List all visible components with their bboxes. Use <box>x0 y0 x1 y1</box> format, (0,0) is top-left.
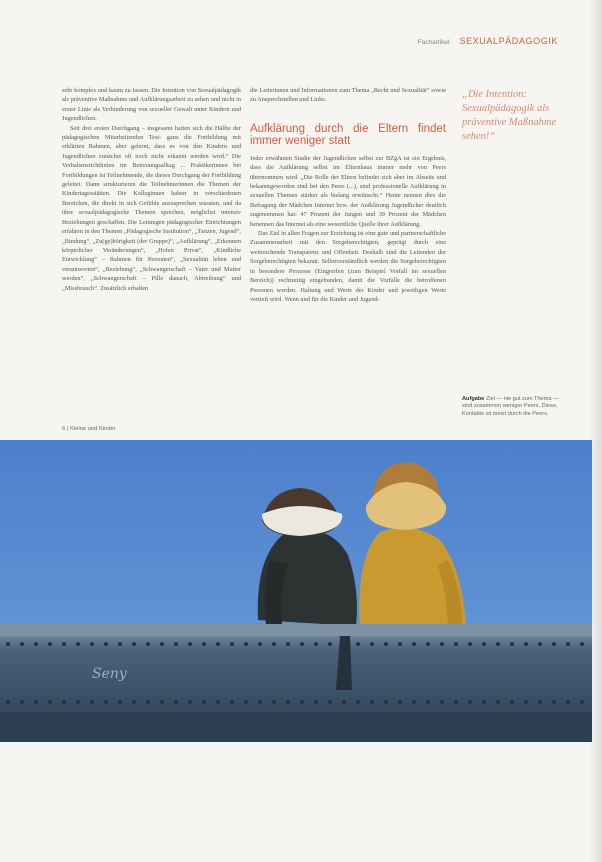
rivet <box>426 700 430 704</box>
rivet <box>454 642 458 646</box>
rivet <box>370 700 374 704</box>
rivet <box>188 700 192 704</box>
section-title: SEXUALPÄDAGOGIK <box>459 36 558 46</box>
rivet <box>20 700 24 704</box>
rivet <box>20 642 24 646</box>
steel-beam <box>0 624 592 742</box>
article-photo <box>0 440 592 742</box>
rivet <box>580 700 584 704</box>
rivet <box>356 642 360 646</box>
caption-text: Ziel — nie gut zum Thema — sind zusammen weniger Peers. Diese, Kontakte ist meist durch die Peers. <box>462 396 559 417</box>
paragraph: Seit drei ersten Durchgang – insgesamt hatten sich die Hälfte der pädagogischen Mitarbeitenden Test- ganz die Fortbildung mit erklärten Rahmen, aber gelernt, dass es von den Kindern und Jugendlichen zunächst oft noch nicht erkannt werden wird.“ Die Verhaltensrichtlinien im Betreuungsalltag ... Praktikerinnen bei Fortbildungen ist Teilnehmende, die dieses Durchgang der Fortbildung geleitet. Dann strukturieren die Teilnehmerinnen die Themen der Kindertagesstätten. Die Kolleginnen haben in verschiedenen Bereichen, die direkt in sich Gefühle anzusprechen wussten, und da über sexualpädagogische Themen sprechen, möglichst intensiv Beziehungen geschaffen. Die Leitungen pädagogischer Einrichtungen erfahren in den Themen „Pädagogische Institution“, „Tanzen, Jugend“, „Bindung“, „Zu(ge)hörigkeit (der Gruppe)“, „Aufklärung“, „Erkennen körperlicher Veränderungen“, „Hofen Privat“, „Kindliche Entwicklung“ – Rahmen für Personen“, „Sexualität leben und verantworten“, „Beziehung“, „Schwangerschaft – Vater und Mutter werden“, „Schwangerschaft – Pille danach, Abtreibung“ und „Missbrauch“. Zusätzlich erhalten <box>62 124 241 292</box>
rivet <box>104 642 108 646</box>
rivet <box>146 700 150 704</box>
rivet <box>412 642 416 646</box>
rivet <box>510 700 514 704</box>
rivet <box>538 642 542 646</box>
rubric-label: Fachartikel <box>417 39 450 46</box>
text-column-1 <box>62 86 241 418</box>
rivet <box>300 642 304 646</box>
rivet <box>62 642 66 646</box>
rivet <box>104 700 108 704</box>
rivet <box>398 642 402 646</box>
rivet <box>6 642 10 646</box>
rivet <box>440 642 444 646</box>
rivet <box>552 700 556 704</box>
rivet <box>524 700 528 704</box>
rivet <box>580 642 584 646</box>
rivet <box>482 642 486 646</box>
rivet <box>90 642 94 646</box>
rivet <box>76 642 80 646</box>
rivet <box>286 700 290 704</box>
rivet <box>510 642 514 646</box>
rivet <box>370 642 374 646</box>
rivet <box>552 642 556 646</box>
rivet <box>468 700 472 704</box>
rivet <box>440 700 444 704</box>
rivet <box>188 642 192 646</box>
paragraph: Das Ziel in allen Fragen zur Erziehung ist eine gute und partnerschaftliche Zusammenarbeit mit den Sorgeberechtigten, geprägt durch eine weitreichende Transparenz und Offenheit. Deshalb sind die Leitenden der Sorgeberechtigten bekannt. Selbstverständlich werden die Sorgeberechtigten in besondere Prozesse (Eingreifen (zum Beispiel Vorfall im sexuellen Bereich)) rechtzeitig eingebunden, damit die Vorfälle die betroffenen Personen werden. Haltung und Werte der Kinder und jeweiligen Werte vertieft wird. Wenn und für die Kinder und Jugend- <box>250 230 446 303</box>
pull-quote: „Die Intention: Sexualpädagogik als präventive Maßnahme sehen!“ <box>462 89 557 142</box>
rivet <box>34 642 38 646</box>
rivet <box>160 700 164 704</box>
rivet <box>48 700 52 704</box>
rivet <box>412 700 416 704</box>
rivet <box>524 642 528 646</box>
rivet <box>132 642 136 646</box>
rivet <box>356 700 360 704</box>
rivet <box>132 700 136 704</box>
graffiti-text: Seny <box>92 666 127 682</box>
caption-label: Aufgabe <box>462 396 485 402</box>
rivet <box>496 642 500 646</box>
rivet <box>398 700 402 704</box>
photo-illustration <box>0 440 592 742</box>
rivet <box>90 700 94 704</box>
rivet <box>384 700 388 704</box>
rivet <box>48 642 52 646</box>
rivet <box>62 700 66 704</box>
image-caption <box>462 396 566 418</box>
rivet <box>272 642 276 646</box>
rivet <box>286 642 290 646</box>
rivet <box>328 642 332 646</box>
subheading: Aufklärung durch die Eltern findet immer weniger statt <box>250 122 446 148</box>
page-header <box>418 36 558 50</box>
paragraph: sehr komplex und kaum zu fassen. Die Intention von Sexualpädagogik als präventive Maßnahme und Aufklärungsarbeit zu sehen und nicht in erster Linie als Verhinderung von sexueller Gewalt unter Kindern und Jugendlichen. <box>62 87 241 123</box>
rivet <box>300 700 304 704</box>
rivet <box>468 642 472 646</box>
text-column-2 <box>250 86 446 416</box>
rivet <box>118 700 122 704</box>
rivet <box>314 700 318 704</box>
rivet <box>202 642 206 646</box>
rivet <box>482 700 486 704</box>
rivet <box>426 642 430 646</box>
rivet <box>216 700 220 704</box>
page-folio: 6 | Kleine und Kinder <box>62 426 116 432</box>
rivet <box>160 642 164 646</box>
rivet <box>342 642 346 646</box>
rivet <box>216 642 220 646</box>
rivet <box>566 700 570 704</box>
rivet <box>566 642 570 646</box>
rivet <box>76 700 80 704</box>
rivet <box>230 700 234 704</box>
rivet <box>496 700 500 704</box>
rivet <box>244 700 248 704</box>
paragraph: Jeder erwähnten Studie der Jugendlichen selbst zur BZgA ist ein Ergebnis, dass die Aufklärung selbst im Elternhaus immer mehr von Peers übernommen wird. „Die Rolle der Eltern befindet sich aber im Abseits und bekanntgeworden sind bei den Peers (...), sind professionelle Aufklärung in sexuellen Themen stärker als bislang erwünscht.“ Heute nennen dies die Befragung der Mädchen Internet bzw. der Aufklärung Jugendlicher deutlich zugenommen hat: 47 Prozent der Jungen und 39 Prozent der Mädchen benennen das Internet als eine wesentliche Quelle ihrer Aufklärung. <box>250 154 446 228</box>
rivet <box>454 700 458 704</box>
rivet <box>342 700 346 704</box>
rivet <box>118 642 122 646</box>
rivet <box>328 700 332 704</box>
rivet <box>202 700 206 704</box>
rivet <box>174 700 178 704</box>
rivet <box>258 700 262 704</box>
rivet <box>258 642 262 646</box>
paragraph: die Leiterinnen und Informationen zum Thema „Recht und Sexualität“ sowie zu Ansprechstellen und Links. <box>250 87 446 104</box>
rivet <box>146 642 150 646</box>
rivet <box>314 642 318 646</box>
rivet <box>174 642 178 646</box>
rivet <box>34 700 38 704</box>
rivet <box>272 700 276 704</box>
rivet <box>244 642 248 646</box>
rivet <box>230 642 234 646</box>
rivet <box>538 700 542 704</box>
rivet <box>384 642 388 646</box>
rivet <box>6 700 10 704</box>
